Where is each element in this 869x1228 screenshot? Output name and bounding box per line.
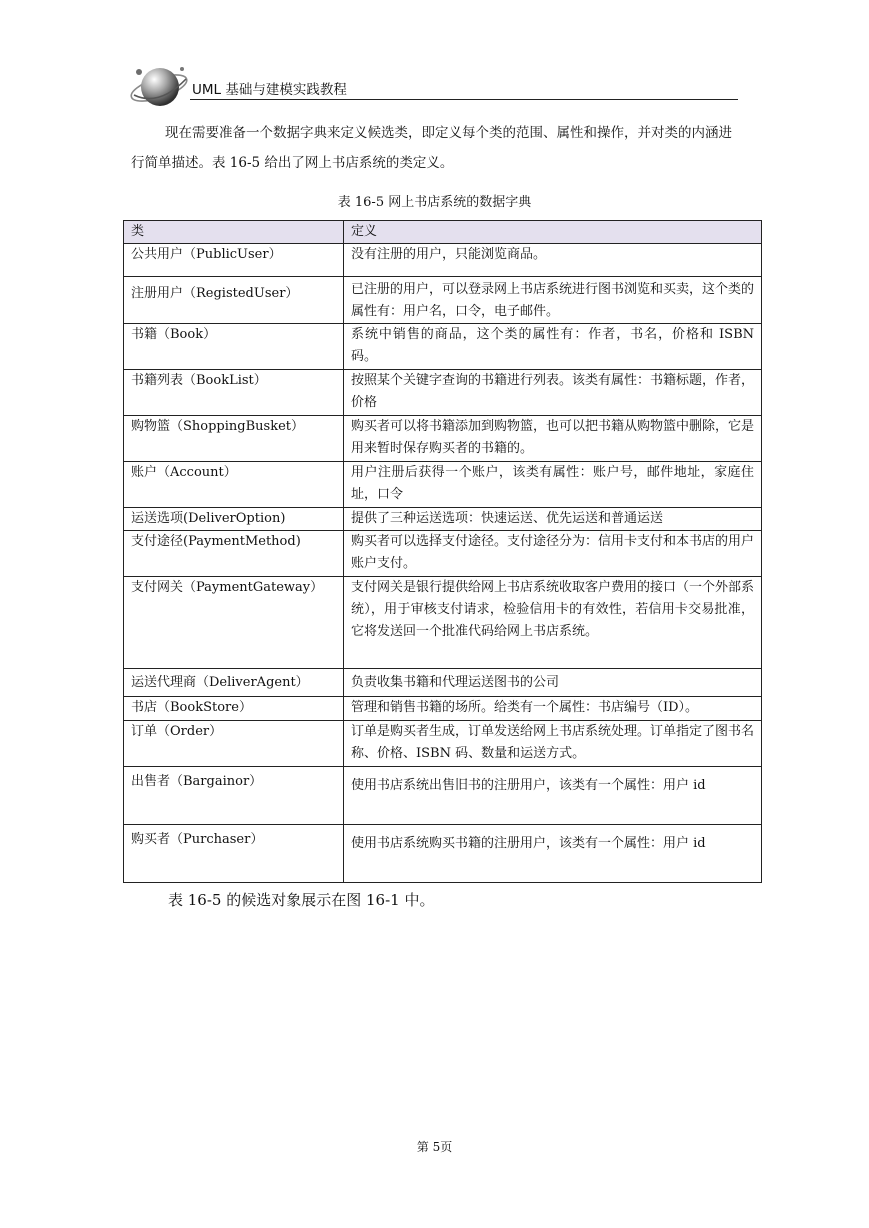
class-cell: 购物篮（ShoppingBusket）	[124, 416, 344, 462]
class-cell: 注册用户（RegistedUser）	[124, 277, 344, 324]
table-row	[124, 277, 762, 324]
definition-cell: 提供了三种运送选项：快速运送、优先运送和普通运送	[344, 508, 762, 531]
class-cell: 购买者（Purchaser）	[124, 825, 344, 883]
column-header-definition: 定义	[344, 221, 762, 244]
class-cell: 书籍列表（BookList）	[124, 370, 344, 416]
definition-cell: 使用书店系统购买书籍的注册用户，该类有一个属性：用户 id	[344, 825, 762, 883]
definition-cell: 使用书店系统出售旧书的注册用户，该类有一个属性：用户 id	[344, 767, 762, 825]
class-cell: 支付网关（PaymentGateway）	[124, 577, 344, 669]
table-row	[124, 370, 762, 416]
definition-cell: 支付网关是银行提供给网上书店系统收取客户费用的接口（一个外部系统），用于审核支付请求，检验信用卡的有效性，若信用卡交易批准，它将发送回一个批准代码给网上书店系统。	[344, 577, 762, 669]
definition-cell: 用户注册后获得一个账户，该类有属性：账户号，邮件地址，家庭住址，口令	[344, 462, 762, 508]
table-row	[124, 462, 762, 508]
definition-cell: 已注册的用户，可以登录网上书店系统进行图书浏览和买卖，这个类的属性有：用户名，口令，电子邮件。	[344, 277, 762, 324]
definition-cell: 按照某个关键字查询的书籍进行列表。该类有属性：书籍标题，作者，价格	[344, 370, 762, 416]
definition-cell: 系统中销售的商品，这个类的属性有：作者，书名，价格和 ISBN 码。	[344, 324, 762, 370]
table-row	[124, 825, 762, 883]
table-row	[124, 508, 762, 531]
table-row	[124, 244, 762, 277]
header-divider	[190, 99, 738, 100]
definition-cell: 负责收集书籍和代理运送图书的公司	[344, 669, 762, 697]
class-cell: 书籍（Book）	[124, 324, 344, 370]
class-cell: 账户（Account）	[124, 462, 344, 508]
closing-paragraph: 表 16-5 的候选对象展示在图 16-1 中。	[168, 891, 435, 909]
definition-cell: 没有注册的用户，只能浏览商品。	[344, 244, 762, 277]
table-row	[124, 697, 762, 721]
table-row	[124, 767, 762, 825]
data-dictionary-table	[123, 220, 762, 883]
table-row	[124, 577, 762, 669]
class-cell: 公共用户（PublicUser）	[124, 244, 344, 277]
table-row	[124, 721, 762, 767]
globe-logo-icon	[128, 55, 190, 117]
table-row	[124, 324, 762, 370]
table-row	[124, 531, 762, 577]
class-cell: 出售者（Bargainor）	[124, 767, 344, 825]
definition-cell: 管理和销售书籍的场所。给类有一个属性：书店编号（ID）。	[344, 697, 762, 721]
class-cell: 运送选项(DeliverOption)	[124, 508, 344, 531]
class-cell: 订单（Order）	[124, 721, 344, 767]
definition-cell: 订单是购买者生成，订单发送给网上书店系统处理。订单指定了图书名称、价格、ISBN 码、数量和运送方式。	[344, 721, 762, 767]
intro-paragraph: 现在需要准备一个数据字典来定义候选类，即定义每个类的范围、属性和操作，并对类的内涵进行简单描述。表 16-5 给出了网上书店系统的类定义。	[131, 125, 732, 171]
page-number: 第 5页	[416, 1140, 453, 1154]
column-header-class: 类	[124, 221, 344, 244]
class-cell: 书店（BookStore）	[124, 697, 344, 721]
table-row	[124, 669, 762, 697]
table-row	[124, 416, 762, 462]
table-caption: 表 16-5 网上书店系统的数据字典	[337, 195, 532, 210]
header-title: UML 基础与建模实践教程	[192, 82, 347, 98]
class-cell: 支付途径(PaymentMethod)	[124, 531, 344, 577]
definition-cell: 购买者可以将书籍添加到购物篮，也可以把书籍从购物篮中删除，它是用来暂时保存购买者的书籍的。	[344, 416, 762, 462]
class-cell: 运送代理商（DeliverAgent）	[124, 669, 344, 697]
definition-cell: 购买者可以选择支付途径。支付途径分为：信用卡支付和本书店的用户账户支付。	[344, 531, 762, 577]
table-header-row	[124, 221, 762, 244]
